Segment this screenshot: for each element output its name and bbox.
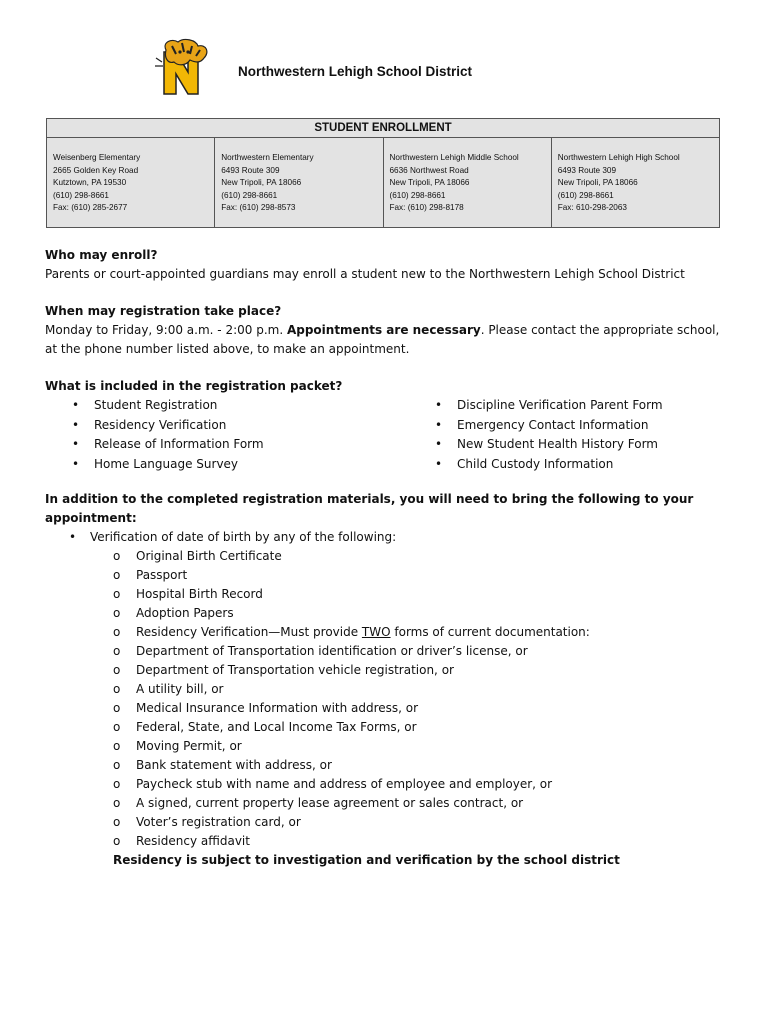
school-name: Weisenberg Elementary (53, 153, 141, 162)
list-item: • Home Language Survey (45, 455, 408, 475)
list-item: • Student Registration (45, 396, 408, 416)
school-city: New Tripoli, PA 18066 (389, 178, 470, 188)
packet-list-right (408, 396, 663, 474)
list-item: o A signed, current property lease agreement or sales contract, or (45, 794, 735, 813)
school-city: Kutztown, PA 19530 (53, 178, 127, 188)
who-question: Who may enroll? (45, 248, 158, 262)
residency-post: forms of current documentation: (390, 625, 590, 640)
school-column-middle-school (384, 138, 552, 228)
when-answer-line2: at the phone number listed above, to make an appointment. (45, 342, 410, 356)
list-item: o Department of Transportation identification or driver’s license, or (45, 642, 735, 661)
verification-heading: • Verification of date of birth by any of the following: (45, 528, 735, 547)
school-street: 2665 Golden Key Road (53, 165, 139, 175)
tiger-n-logo-icon (154, 38, 214, 96)
school-fax: Fax: (610) 298-8178 (389, 203, 464, 213)
list-item: o A utility bill, or (45, 680, 735, 699)
residency-two: TWO (361, 625, 391, 640)
school-fax: Fax: (610) 298-8573 (221, 203, 296, 213)
packet-lists (45, 396, 735, 474)
list-item: o Paycheck stub with name and address of employee and employer, or (45, 775, 735, 794)
school-name: Northwestern Lehigh Middle School (389, 153, 519, 162)
school-fax: Fax: (610) 285-2677 (53, 203, 128, 213)
enrollment-title: STUDENT ENROLLMENT (47, 119, 719, 138)
school-street: 6493 Route 309 (221, 165, 280, 175)
list-item: • Residency Verification (45, 416, 408, 436)
who-answer: Parents or court-appointed guardians may enroll a student new to the Northwestern Lehigh School District (45, 267, 685, 281)
school-name: Northwestern Elementary (221, 153, 314, 162)
list-item: • Discipline Verification Parent Form (408, 396, 663, 416)
list-item: o Department of Transportation vehicle registration, or (45, 661, 735, 680)
list-item: • Child Custody Information (408, 455, 663, 475)
residency-pre: Residency Verification—Must provide (136, 625, 362, 640)
school-street: 6493 Route 309 (557, 165, 617, 175)
bring-intro-line2: appointment: (45, 511, 137, 526)
bring-intro-line1: In addition to the completed registration materials, you will need to bring the following to your (45, 492, 694, 507)
list-item: • Release of Information Form (45, 435, 408, 455)
verification-list (45, 547, 735, 851)
school-street: 6636 Northwest Road (389, 165, 469, 175)
district-title: Northwestern Lehigh School District (238, 64, 473, 79)
list-item: • New Student Health History Form (408, 435, 663, 455)
residency-verification-item (45, 623, 735, 642)
school-city: New Tripoli, PA 18066 (557, 178, 638, 188)
when-question: When may registration take place? (45, 304, 282, 318)
school-phone: (610) 298-8661 (53, 190, 109, 200)
school-phone: (610) 298-8661 (221, 190, 278, 200)
school-name: Northwestern Lehigh High School (557, 153, 680, 162)
when-answer-line1 (45, 321, 735, 340)
residency-closing-note: Residency is subject to investigation and verification by the school district (113, 853, 620, 868)
enrollment-contact-table (46, 118, 720, 228)
list-item: o Passport (45, 566, 735, 585)
school-column-weisenberg (47, 138, 215, 228)
school-fax: Fax: 610-298-2063 (557, 203, 627, 213)
list-item: • Emergency Contact Information (408, 416, 663, 436)
appointments-necessary: Appointments are necessary (286, 323, 481, 337)
school-column-high-school (552, 138, 719, 228)
when-contact: . Please contact the appropriate school, (480, 323, 720, 337)
list-item: o Voter’s registration card, or (45, 813, 735, 832)
school-phone: (610) 298-8661 (557, 190, 614, 200)
list-item: o Adoption Papers (45, 604, 735, 623)
school-phone: (610) 298-8661 (389, 190, 446, 200)
list-item: o Federal, State, and Local Income Tax Forms, or (45, 718, 735, 737)
list-item: o Bank statement with address, or (45, 756, 735, 775)
list-item: o Hospital Birth Record (45, 585, 735, 604)
list-item: o Moving Permit, or (45, 737, 735, 756)
school-column-northwestern-elementary (215, 138, 383, 228)
document-body (45, 246, 735, 870)
packet-question: What is included in the registration packet? (45, 379, 343, 393)
school-city: New Tripoli, PA 18066 (221, 178, 302, 188)
packet-list-left (45, 396, 408, 474)
list-item: o Medical Insurance Information with address, or (45, 699, 735, 718)
when-hours: Monday to Friday, 9:00 a.m. - 2:00 p.m. (45, 323, 287, 337)
list-item: o Original Birth Certificate (45, 547, 735, 566)
list-item: o Residency affidavit (45, 832, 735, 851)
